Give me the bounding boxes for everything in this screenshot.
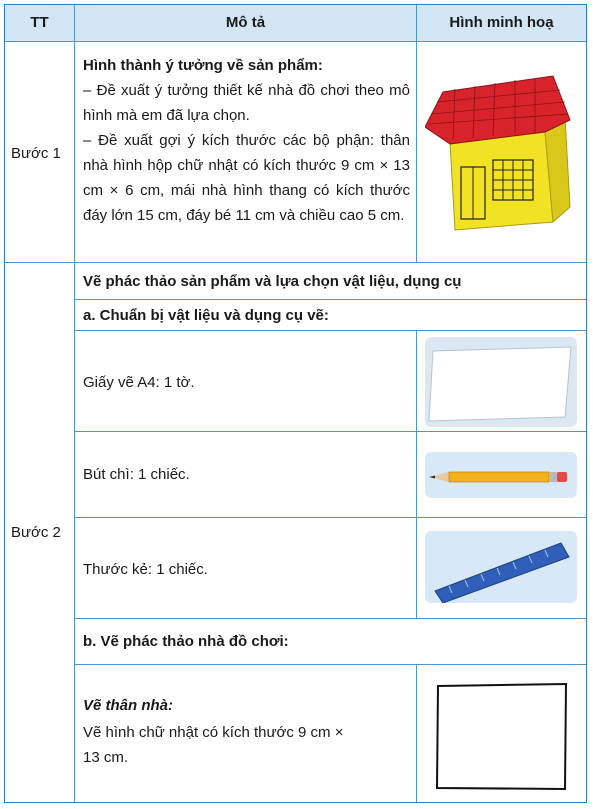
header-tt: TT bbox=[30, 14, 49, 31]
toy-house-image bbox=[425, 72, 575, 232]
step2-sub-a: a. Chuẩn bị vật liệu và dụng cụ vẽ: bbox=[83, 307, 329, 324]
step1-line1: – Đề xuất ý tưởng thiết kế nhà đồ chơi theo mô hình mà em đã lựa chọn. bbox=[83, 82, 410, 124]
item-ruler: Thước kẻ: 1 chiếc. bbox=[83, 561, 208, 578]
step1-title: Hình thành ý tưởng về sản phẩm: bbox=[83, 57, 323, 74]
header-illustration: Hình minh hoạ bbox=[449, 14, 554, 31]
pencil-image bbox=[425, 452, 577, 498]
rectangle-sketch bbox=[432, 681, 572, 793]
header-description: Mô tả bbox=[225, 14, 266, 31]
step2-sub-b: b. Vẽ phác thảo nhà đồ chơi: bbox=[83, 633, 289, 650]
step1-label: Bước 1 bbox=[11, 145, 61, 162]
house-body-text: Vẽ hình chữ nhật có kích thước 9 cm × 13 cm. bbox=[83, 724, 344, 766]
house-body-title: Vẽ thân nhà: bbox=[83, 697, 174, 714]
ruler-image bbox=[425, 531, 577, 603]
step1-line2: – Đề xuất gợi ý kích thước các bộ phận: thân nhà hình hộp chữ nhật có kích thước 9 cm × 13 cm × 6 cm, mái nhà hình thang có kích thước đáy lớn 15 cm, đáy bé 11 cm và chiều cao 5 cm. bbox=[83, 132, 410, 224]
item-pencil: Bút chì: 1 chiếc. bbox=[83, 466, 190, 483]
paper-image bbox=[425, 337, 577, 427]
step2-title: Vẽ phác thảo sản phẩm và lựa chọn vật liệu, dụng cụ bbox=[83, 273, 462, 290]
item-paper: Giấy vẽ A4: 1 tờ. bbox=[83, 374, 195, 391]
step2-label: Bước 2 bbox=[11, 524, 61, 541]
